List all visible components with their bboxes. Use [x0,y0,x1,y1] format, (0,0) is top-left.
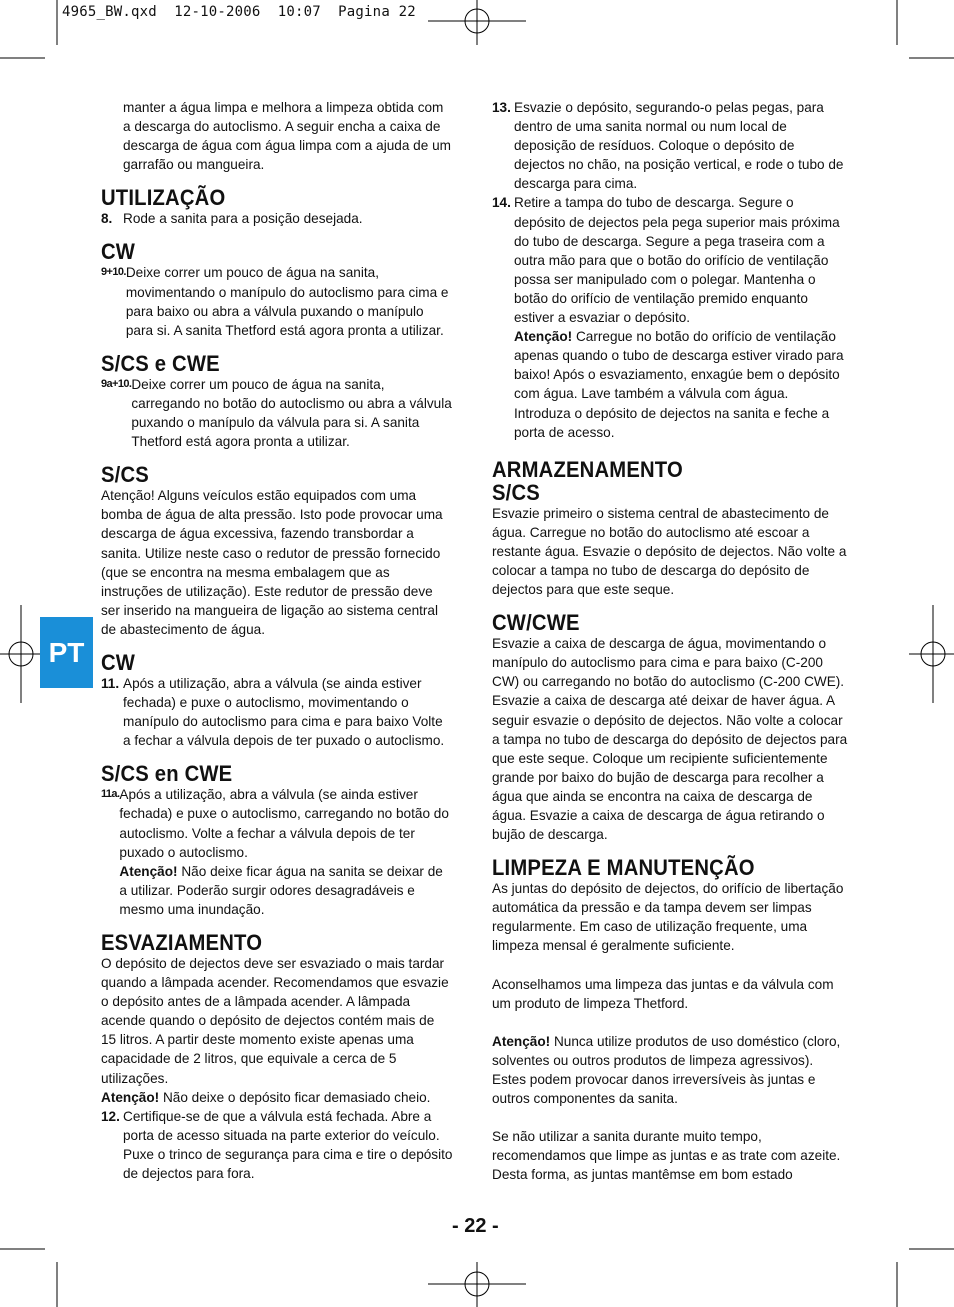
section-title-utilizacao: UTILIZAÇÃO [101,185,226,211]
attention-note [119,862,453,919]
step-text: Certifique-se de que a válvula está fechada. Abre a porta de acesso situada na parte exterior do veículo. Puxe o trinco de segurança para cima e tire o depósito de dejectos para fora. [123,1108,453,1182]
step-number: 11. [101,675,120,691]
attention-label: Atenção! [492,1033,551,1049]
armazenamento-paragraph: Esvazie primeiro o sistema central de abastecimento de água. Carregue no botão do autoclismo até escoar a restante água. Esvazie o depósito de dejectos. Não volte a colocar a tampa no tubo de descarga do depósito de dejectos para que este seque. [492,505,847,598]
slug-page: Pagina 22 [338,4,416,20]
step-text: Esvazie o depósito, segurando-o pelas pegas, para dentro de uma sanita normal ou num local de deposição de resíduos. Coloque o depósito de dejectos no chão, na posição vertical, e rode o tubo de descarga para cima. [514,100,844,192]
section-title-scs-en-cwe: S/CS en CWE [101,761,233,787]
step-number: 9+10. [101,266,126,279]
spacer [492,1108,848,1127]
spacer [492,956,848,975]
scs-paragraph: Atenção! Alguns veículos estão equipados com uma bomba de água de alta pressão. Isto pode provocar uma descarga de água excessiva, fazendo transbordar a sanita. Utilize neste caso o redutor de pressão fornecido (que se encontra na mesma embalagem que as instruções de utilização). Este redutor de pressão deve ser inserido na mangueira de ligação ao sistema central de abastecimento de água. [101,488,443,637]
step-number: 12. [101,1108,120,1124]
attention-text: Carregue no botão do orifício de ventilação apenas quando o tubo de descarga estiver virado para baixo! Após o esvaziamento, enxagúe bem o depósito com água. Lave também a válvula com água. Introduza o depósito de dejectos na sanita e feche a porta de acesso. [514,329,844,440]
step-number: 13. [492,100,511,115]
section-title-scs: S/CS [101,462,149,488]
attention-note [514,327,848,442]
step-8 [101,209,453,228]
language-tab-label: PT [48,636,85,668]
right-column [492,98,848,1184]
language-tab [40,617,93,688]
step-12 [101,1107,453,1183]
step-number: 14. [492,195,511,211]
slug-date: 12-10-2006 [174,4,261,20]
step-body [514,193,848,441]
section-title-cw: CW [101,239,136,265]
attention-text: Não deixe o depósito ficar demasiado cheio. [159,1089,431,1105]
title-line-2: S/CS [492,479,540,505]
step-13 [492,98,848,193]
attention-text: Não deixe ficar água na sanita se deixar de a utilizar. Poderão surgir odores desagradáveis e mesmo uma inundação. [119,863,443,917]
slug-time: 10:07 [277,4,321,20]
page-number: - 22 - [452,1215,499,1237]
limpeza-paragraph-4: Se não utilizar a sanita durante muito tempo, recomendamos que limpe as juntas e as trate com azeite. Desta forma, as juntas mantêmse em bom estado [492,1129,841,1183]
step-text: Rode a sanita para a posição desejada. [123,211,363,227]
intro-paragraph: manter a água limpa e melhora a limpeza obtida com a descarga do autoclismo. A seguir encha a caixa de descarga de água com água limpa com a ajuda de um garrafão ou mangueira. [123,100,451,173]
step-14 [492,193,848,441]
section-title-cw-cwe: CW/CWE [492,610,580,636]
left-column [101,98,453,1183]
step-text: Retire a tampa do tubo de descarga. Segure o depósito de dejectos pela pega superior mais próxima do tubo de descarga. Segure a pega traseira com a outra mão para que o botão do orifício de ventilação possa ser manipulado com o polegar. Mantenha o botão do orifício de ventilação premido enquanto estiver a esvaziar o depósito. [514,195,840,326]
step-9a-10 [101,375,453,451]
step-text: Deixe correr um pouco de água na sanita, movimentando o manípulo do autoclismo para cima e para baixo ou abra a válvula puxando o manípulo para si. A sanita Thetford está agora pronta a utilizar. [125,265,449,338]
step-9-10 [101,263,453,339]
esvaziamento-paragraph: O depósito de dejectos deve ser esvaziado o mais tardar quando a lâmpada acender. Recomendamos que esvazie o depósito antes de a lâmpada acender. A lâmpada acende quando o depósito de dejectos contém mais de 15 litros. A partir deste momento existe apenas uma capacidade de 2 litros, que equivale a cerca de 5 utilizações. [101,956,449,1086]
limpeza-attention [492,1032,848,1108]
step-number: 11a. [101,788,120,801]
attention-label: Atenção! [101,1089,160,1105]
step-number: 8. [101,211,113,227]
limpeza-paragraph-1: As juntas do depósito de dejectos, do orifício de libertação automática da pressão e da tampa devem ser limpas regularmente. Em caso de utilização frequente, uma limpeza mensal é geralmente suficiente. [492,881,844,954]
section-title-esvaziamento: ESVAZIAMENTO [101,930,263,955]
limpeza-paragraph-2: Aconselhamos uma limpeza das juntas e da válvula com um produto de limpeza Thetford. [492,976,834,1011]
title-line-1: ARMAZENAMENTO [492,456,683,482]
step-text: Após a utilização, abra a válvula (se ainda estiver fechada) e puxe o autoclismo, movimentando o manípulo do autoclismo para cima e para baixo Volte a fechar a válvula depois de ter puxado o autoclismo. [123,675,445,749]
slug-file: 4965_BW.qxd [62,4,157,20]
step-text: Deixe correr um pouco de água na sanita, carregando no botão do autoclismo ou abra a válvula puxando o manípulo da válvula para si. A sanita Thetford está agora pronta a utilizar. [131,376,452,450]
attention-label: Atenção! [514,329,573,345]
attention-text: Nunca utilize produtos de uso doméstico (cloro, solventes ou outros produtos de limpeza agressivos). Estes podem provocar danos irreversíveis às juntas e outros componentes da sanita. [492,1033,841,1107]
step-11a [101,785,453,919]
cw-cwe-paragraph: Esvazie a caixa de descarga de água, movimentando o manípulo do autoclismo para cima e para baixo (C-200 CW) ou carregando no botão do autoclismo (C-200 CWE). Esvazie a caixa de descarga até deixar de haver água. A seguir esvazie o depósito de dejectos. Não volte a colocar a tampa no tubo de descarga do depósito de dejectos para que este seque. Coloque um recipiente suficientemente grande por baixo do bujão de descarga para recolher a água que ainda se encontra na caixa de descarga de água. Esvazie a caixa de descarga de água retirando o bujão de descarga. [492,636,848,843]
section-title-cw-2: CW [101,649,136,675]
esvaziamento-attention [101,1088,453,1107]
attention-label: Atenção! [119,863,178,879]
step-text: Após a utilização, abra a válvula (se ainda estiver fechada) e puxe o autoclismo, carregando no botão do autoclismo. Volte a fechar a válvula depois de ter puxado o autoclismo. [119,787,449,860]
step-11 [101,674,453,750]
spacer [492,1013,848,1032]
section-title-scs-e-cwe: S/CS e CWE [101,350,220,376]
section-title-armazenamento [492,458,820,504]
step-number: 9a+10. [101,377,132,390]
step-body [119,785,453,919]
section-title-limpeza: LIMPEZA E MANUTENÇÃO [492,855,755,881]
